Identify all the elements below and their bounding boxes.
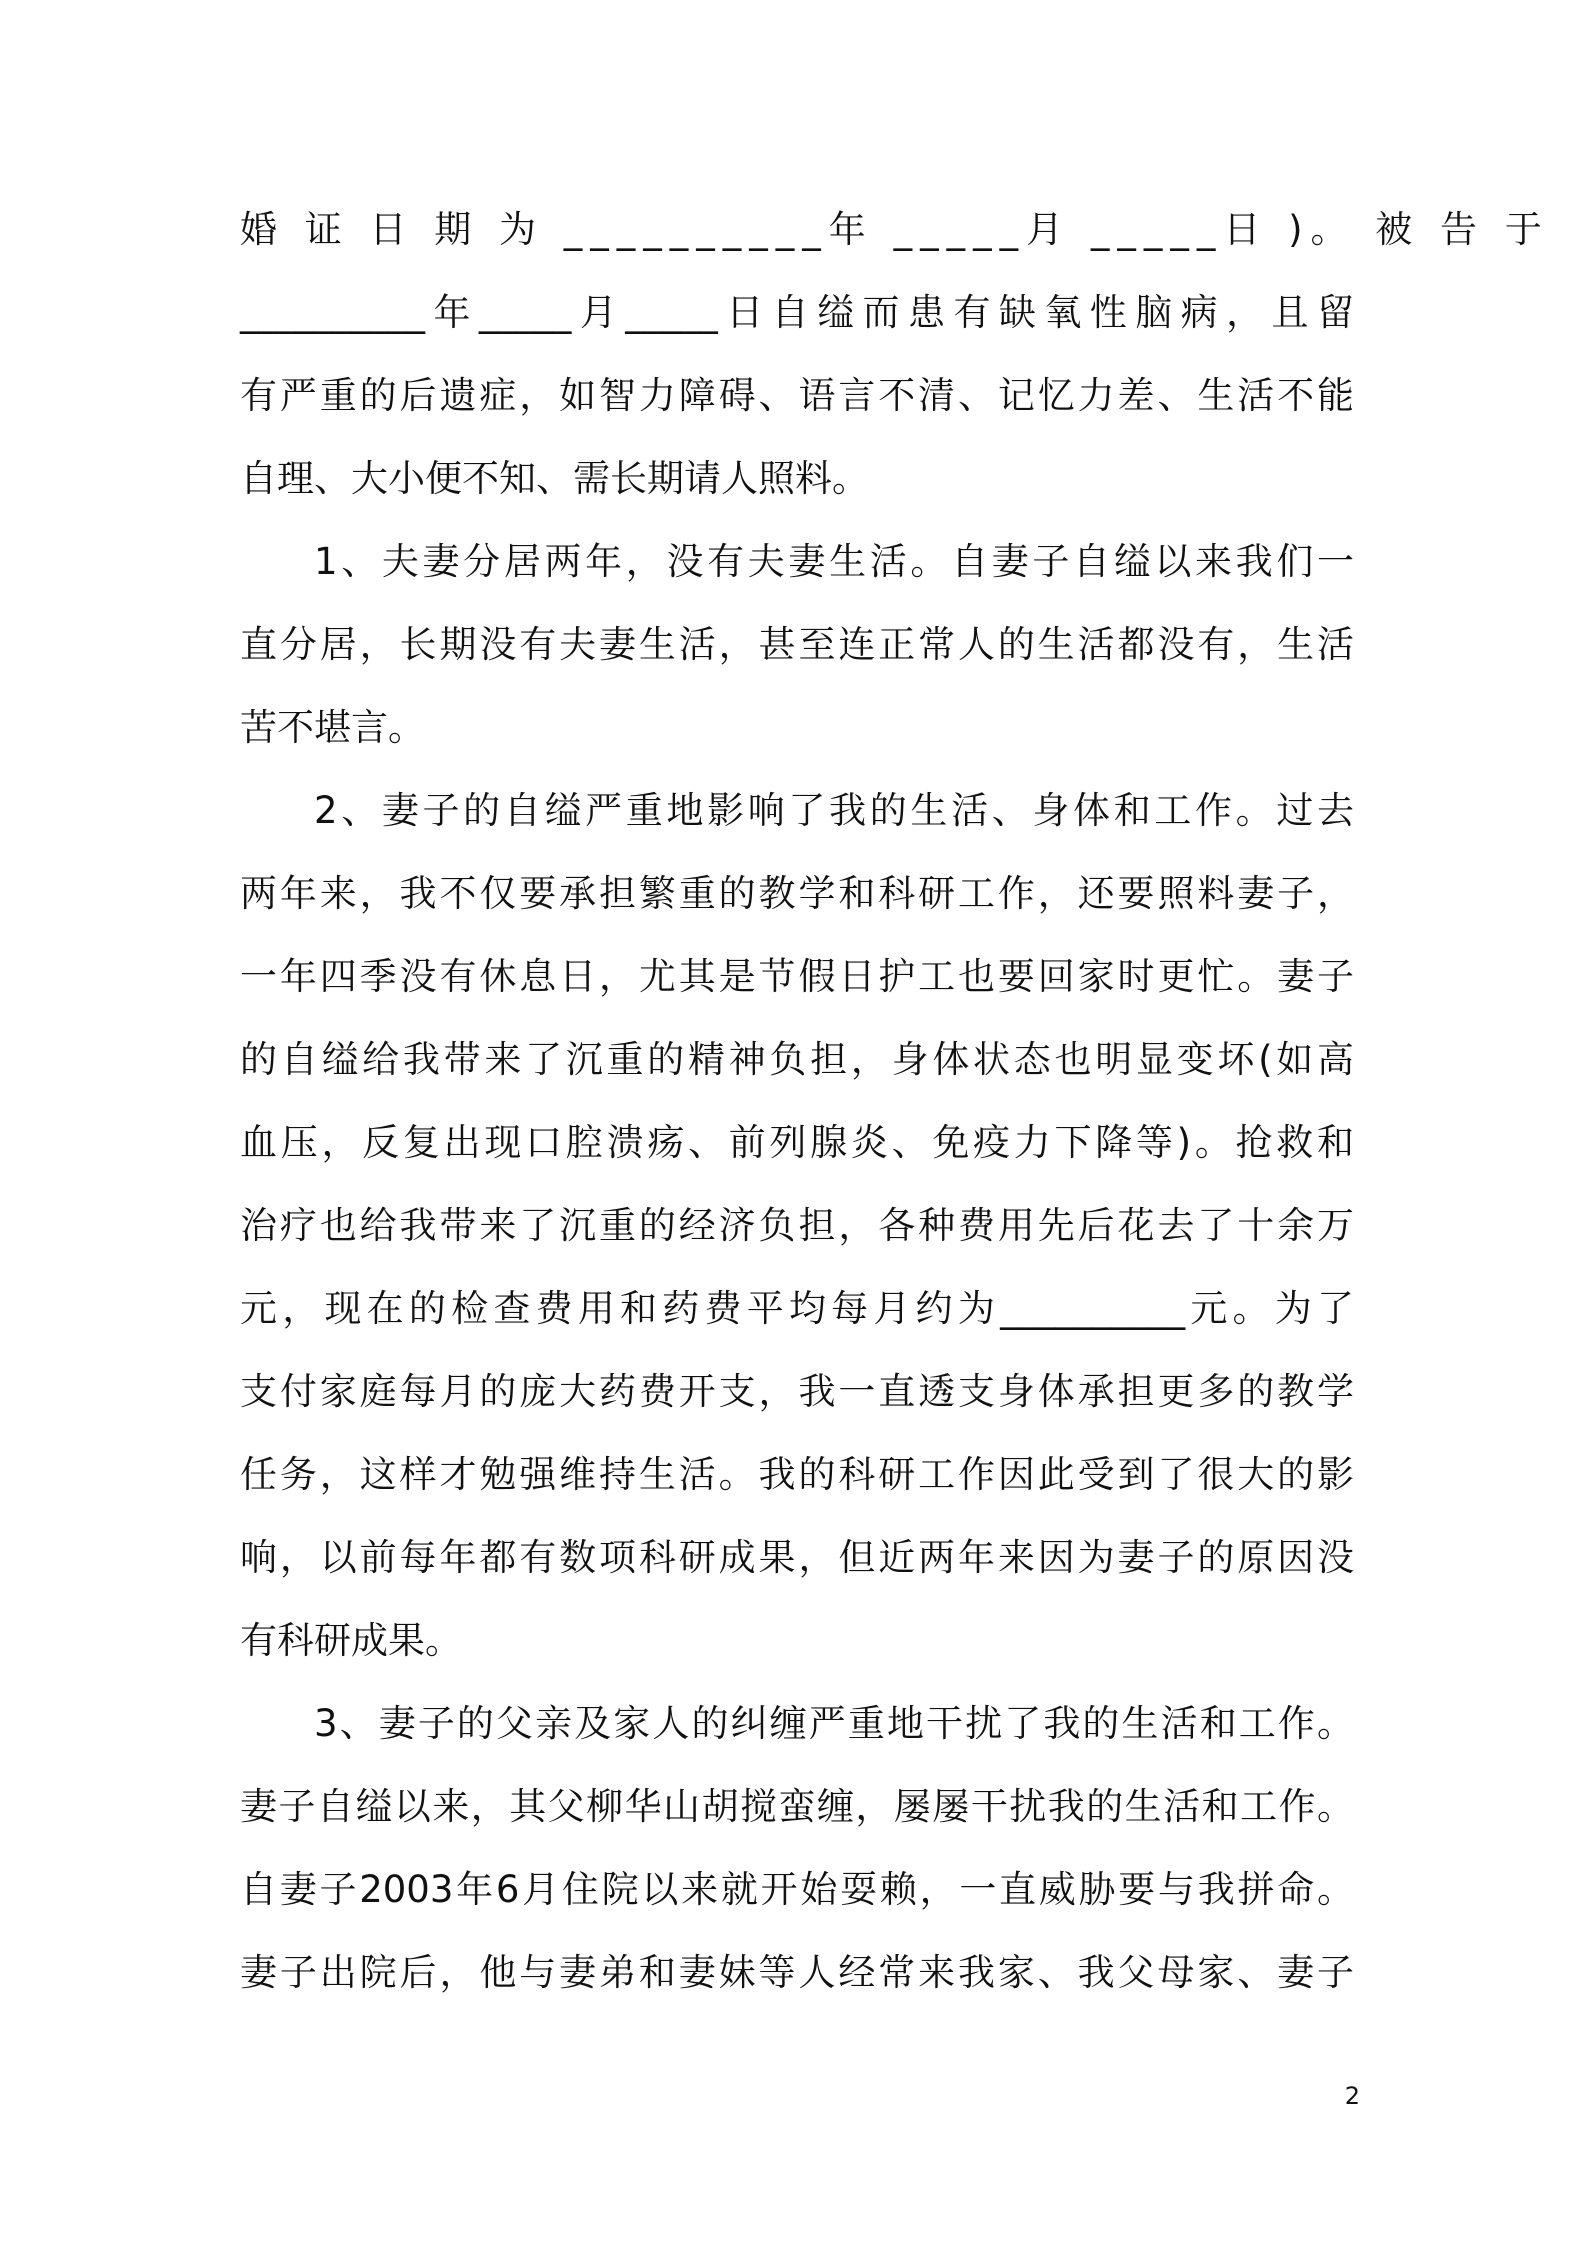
text-line: 血压，反复出现口腔溃疡、前列腺炎、免疫力下降等)。抢救和 <box>240 1121 1354 1164</box>
document-body <box>240 188 1550 2014</box>
text-line: 任务，这样才勉强维持生活。我的科研工作因此受到了很大的影 <box>240 1453 1354 1496</box>
text-line: 妻子自缢以来，其父柳华山胡搅蛮缠，屡屡干扰我的生活和工作。 <box>240 1785 1354 1828</box>
text-line: 自理、大小便不知、需长期请人照料。 <box>240 457 869 500</box>
text-line: 治疗也给我带来了沉重的经济负担，各种费用先后花去了十余万 <box>240 1204 1354 1247</box>
page-number: 2 <box>1344 2082 1360 2110</box>
text-line: 支付家庭每月的庞大药费开支，我一直透支身体承担更多的教学 <box>240 1370 1354 1413</box>
text-line: 婚 证 日 期 为 __________年 _____月 _____日 )。 被 告 于 <box>240 208 1550 251</box>
text-line: 2、妻子的自缢严重地影响了我的生活、身体和工作。过去 <box>314 789 1354 832</box>
text-line: 直分居，长期没有夫妻生活，甚至连正常人的生活都没有，生活 <box>240 623 1354 666</box>
text-line: 妻子出院后，他与妻弟和妻妹等人经常来我家、我父母家、妻子 <box>240 1951 1354 1994</box>
text-line: __________年_____月_____日自缢而患有缺氧性脑病，且留 <box>240 291 1354 334</box>
text-line: 自妻子2003年6月住院以来就开始耍赖，一直威胁要与我拼命。 <box>240 1868 1354 1911</box>
text-line: 3、妻子的父亲及家人的纠缠严重地干扰了我的生活和工作。 <box>314 1702 1354 1745</box>
text-line: 1、夫妻分居两年，没有夫妻生活。自妻子自缢以来我们一 <box>314 540 1354 583</box>
text-line: 两年来，我不仅要承担繁重的教学和科研工作，还要照料妻子， <box>240 872 1354 915</box>
text-line: 响，以前每年都有数项科研成果，但近两年来因为妻子的原因没 <box>240 1536 1354 1579</box>
text-line: 元，现在的检查费用和药费平均每月约为__________元。为了 <box>240 1287 1354 1330</box>
text-line: 有科研成果。 <box>240 1619 462 1662</box>
text-line: 的自缢给我带来了沉重的精神负担，身体状态也明显变坏(如高 <box>240 1038 1354 1081</box>
text-line: 一年四季没有休息日，尤其是节假日护工也要回家时更忙。妻子 <box>240 955 1354 998</box>
text-line: 苦不堪言。 <box>240 706 425 749</box>
text-line: 有严重的后遗症，如智力障碍、语言不清、记忆力差、生活不能 <box>240 374 1354 417</box>
